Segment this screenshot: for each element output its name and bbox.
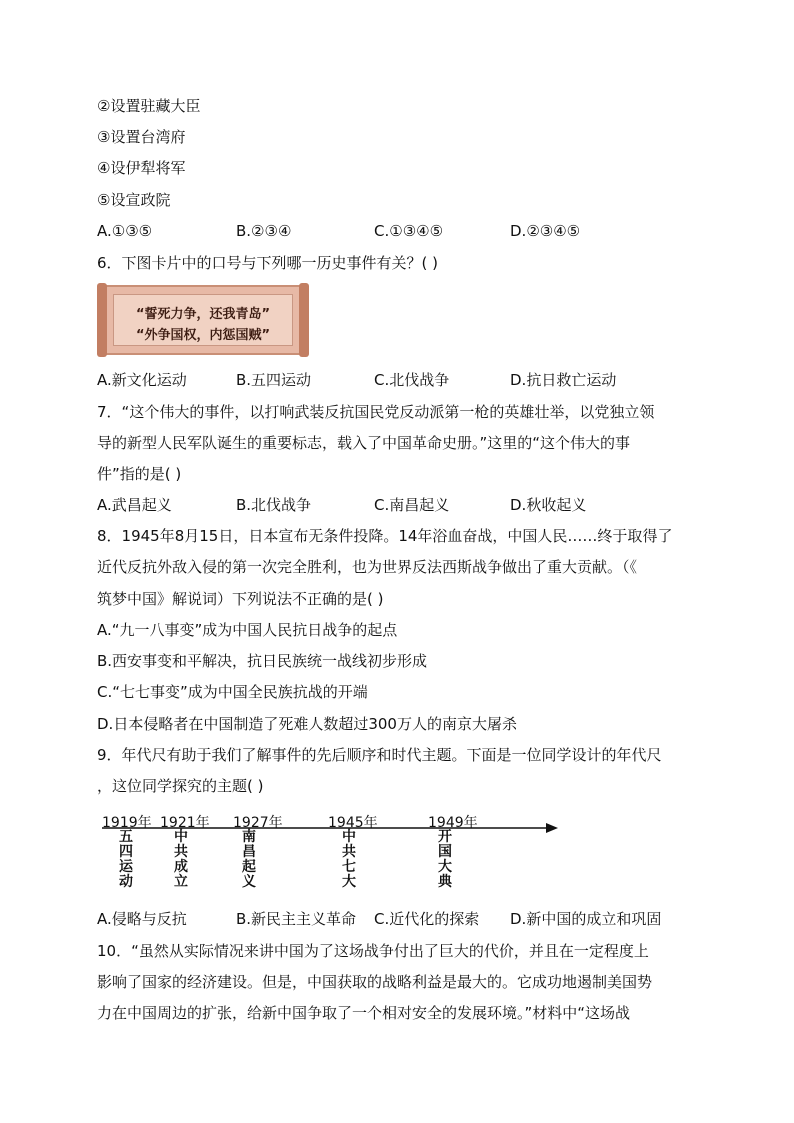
q9-option-d: D.新中国的成立和巩固 [510, 910, 662, 928]
q6-option-a: A.新文化运动 [97, 371, 187, 389]
q8-stem-line-2: 近代反抗外敌入侵的第一次完全胜利，也为世界反法西斯战争做出了重大贡献。（《 [97, 558, 638, 576]
q7-option-c: C.南昌起义 [374, 496, 450, 514]
q5-item-2: ②设置驻藏大臣 [97, 97, 201, 115]
q7-stem-line-1: 7．“这个伟大的事件，以打响武装反抗国民党反动派第一枪的英雄壮举，以党独立领 [97, 403, 655, 421]
q10-stem-line-3: 力在中国周边的扩张，给新中国争取了一个相对安全的发展环境。”材料中“这场战 [97, 1004, 631, 1022]
q6-stem: 6．下图卡片中的口号与下列哪一历史事件有关？( ) [97, 254, 439, 272]
slogan-line-1: “誓死力争，还我青岛” [135, 307, 271, 322]
q8-stem-line-1: 8．1945年8月15日，日本宣布无条件投降。14年浴血奋战，中国人民……终于取得了 [97, 527, 673, 545]
q8-option-b: B.西安事变和平解决，抗日民族统一战线初步形成 [97, 652, 428, 670]
timeline-event-1949: 开国大典 [438, 829, 452, 890]
timeline-event-1919: 五四运动 [119, 829, 133, 890]
q5-option-b: B.②③④ [236, 222, 292, 240]
q8-option-a: A.“九一八事变”成为中国人民抗日战争的起点 [97, 621, 398, 639]
timeline-ruler [100, 808, 560, 898]
timeline-event-1945: 中共七大 [342, 829, 356, 890]
q9-stem-line-2: ，这位同学探究的主题( ) [97, 777, 264, 795]
timeline-year-1921: 1921年 [160, 815, 210, 831]
slogan-line-2: “外争国权，内惩国贼” [135, 328, 271, 343]
q5-item-4: ④设伊犁将军 [97, 159, 186, 177]
q5-option-c: C.①③④⑤ [374, 222, 444, 240]
q6-option-d: D.抗日救亡运动 [510, 371, 617, 389]
q5-item-5: ⑤设宣政院 [97, 191, 171, 209]
q5-option-d: D.②③④⑤ [510, 222, 581, 240]
timeline-year-1945: 1945年 [328, 815, 378, 831]
q6-option-c: C.北伐战争 [374, 371, 450, 389]
q9-stem-line-1: 9．年代尺有助于我们了解事件的先后顺序和时代主题。下面是一位同学设计的年代尺 [97, 746, 662, 764]
timeline-event-1921: 中共成立 [174, 829, 188, 890]
slogan-card-panel [113, 294, 293, 346]
q7-stem-line-2: 导的新型人民军队诞生的重要标志，载入了中国革命史册。”这里的“这个伟大的事 [97, 434, 631, 452]
q8-stem-line-3: 筑梦中国》解说词）下列说法不正确的是( ) [97, 590, 384, 608]
q5-option-a: A.①③⑤ [97, 222, 153, 240]
q9-option-a: A.侵略与反抗 [97, 910, 187, 928]
q9-option-c: C.近代化的探索 [374, 910, 480, 928]
q6-option-b: B.五四运动 [236, 371, 312, 389]
timeline-year-1919: 1919年 [102, 815, 152, 831]
slogan-card-image [101, 285, 305, 355]
q10-stem-line-1: 10．“虽然从实际情况来讲中国为了这场战争付出了巨大的代价，并且在一定程度上 [97, 942, 649, 960]
q7-option-b: B.北伐战争 [236, 496, 312, 514]
q5-item-3: ③设置台湾府 [97, 128, 186, 146]
q9-option-b: B.新民主主义革命 [236, 910, 357, 928]
q7-option-d: D.秋收起义 [510, 496, 587, 514]
q8-option-c: C.“七七事变”成为中国全民族抗战的开端 [97, 683, 368, 701]
timeline-year-1927: 1927年 [233, 815, 283, 831]
q10-stem-line-2: 影响了国家的经济建设。但是，中国获取的战略利益是最大的。它成功地遏制美国势 [97, 973, 653, 991]
q7-stem-line-3: 件”指的是( ) [97, 465, 182, 483]
timeline-year-1949: 1949年 [428, 815, 478, 831]
timeline-event-1927: 南昌起义 [242, 829, 256, 890]
q8-option-d: D.日本侵略者在中国制造了死难人数超过300万人的南京大屠杀 [97, 715, 517, 733]
q7-option-a: A.武昌起义 [97, 496, 172, 514]
